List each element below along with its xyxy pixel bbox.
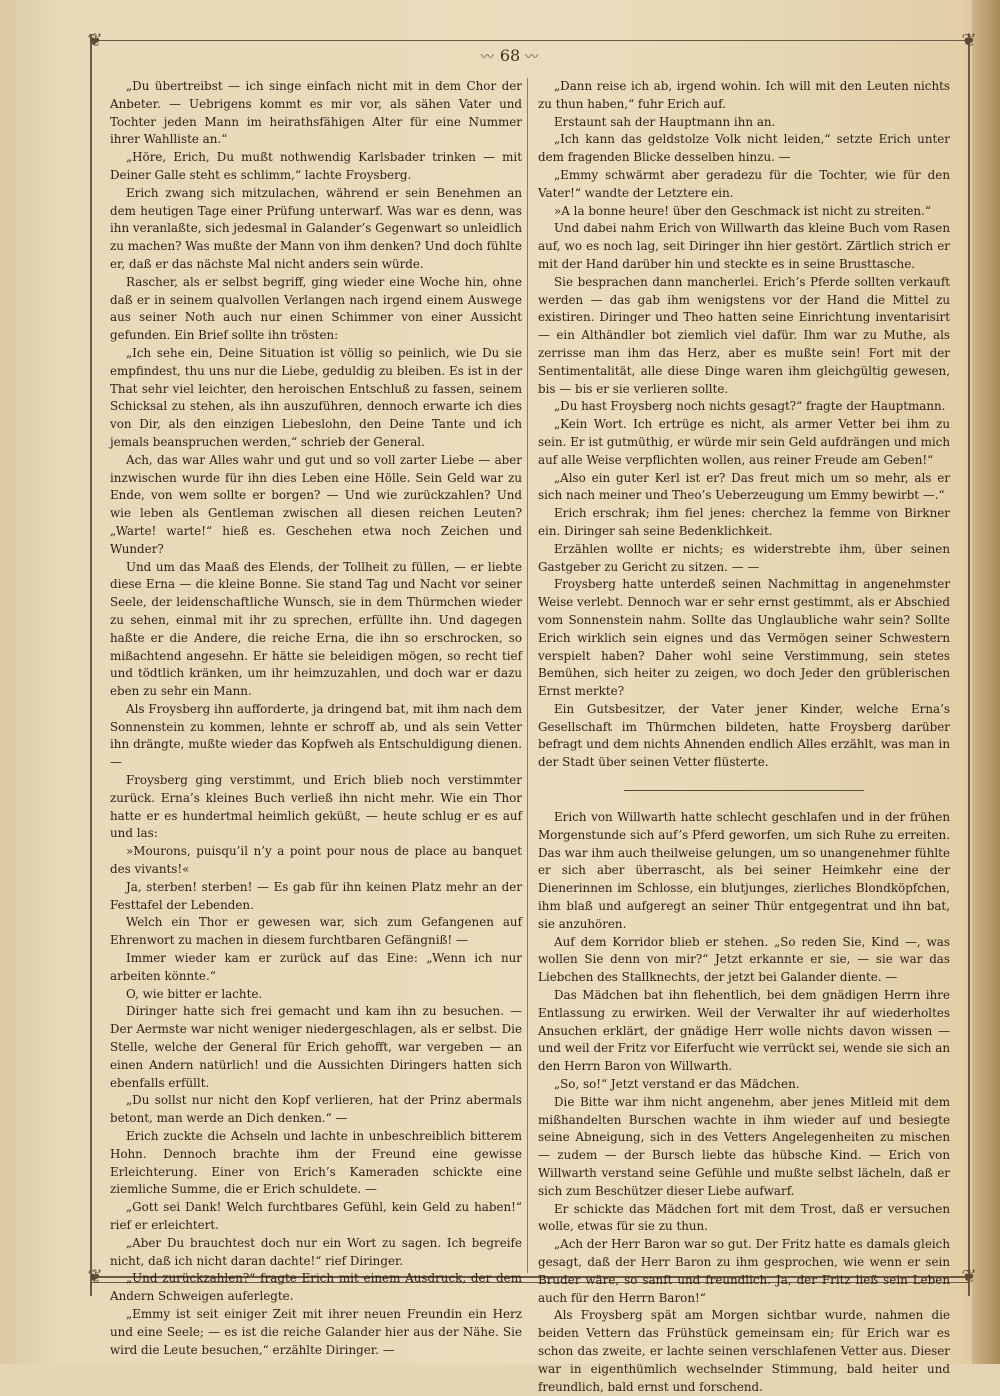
paragraph: „Und zurückzahlen?“ fragte Erich mit einem Ausdruck, der dem Andern Schweigen auferlegte. (110, 1271, 522, 1304)
column-divider (527, 78, 528, 1273)
paragraph: O, wie bitter er lachte. (126, 986, 263, 1001)
paragraph: Erich zuckte die Achseln und lachte in unbeschreiblich bitterem Hohn. Dennoch brachte ihm der Freund eine gewisse Erleichterung. Einer von Erich’s Kameraden schickte eine ziemliche Summe, die er Erich schuldete. — (110, 1129, 522, 1197)
header-ornament-right: 〰 (525, 50, 540, 65)
paragraph: „Kein Wort. Ich ertrüge es nicht, als armer Vetter bei ihm zu sein. Er ist gutmüthig, er würde mir sein Geld aufdrängen und mich auf alle Weise verpflichten wollen, aus reiner Freude am Geben!“ (538, 417, 950, 467)
paragraph: Die Bitte war ihm nicht angenehm, aber jenes Mitleid mit dem mißhandelten Burschen wachte in ihm wieder auf und besiegte seine Abneigung, sich in des Vetters Angelegenheiten zu mischen — zudem — der Bursch liebte das hübsche Kind. — Erich von Willwarth verstand seine Gefühle und mußte selbst lächeln, daß er sich zum Beschützer dieser Liebe aufwarf. (538, 1094, 950, 1198)
right-column-bottom-section (538, 809, 950, 1396)
paragraph: „Emmy ist seit einiger Zeit mit ihrer neuen Freundin ein Herz und eine Seele; — es ist die reiche Galander hier aus der Nähe. Sie wird die Leute besuchen,“ erzählte Diringer. — (110, 1306, 522, 1357)
book-spine (972, 0, 1000, 1364)
frame-right-rule (968, 34, 970, 1296)
section-separator (624, 790, 864, 791)
paragraph: „Höre, Erich, Du mußt nothwendig Karlsbader trinken — mit Deiner Galle steht es schlimm,“ lachte Froysberg. (110, 150, 522, 182)
frame-left-rule (90, 34, 92, 1296)
paragraph: Und um das Maaß des Elends, der Tollheit zu füllen, — er liebte diese Erna — die kleine Bonne. Sie stand Tag und Nacht vor seiner Seele, der leidenschaftliche Wunsch, sie in dem Thürmchen wieder zu sehen, einmal mit ihr zu sprechen, erfüllte ihn. Und dagegen haßte er die Andere, die reiche Erna, die ihn so erschrocken, so mißachtend angesehn. Er hätte sie beleidigen mögen, so recht tief und tödtlich kränken, um ihr heimzuzahlen, und doch war er dazu eben zu sehr ein Mann. (110, 559, 522, 699)
paragraph: Erzählen wollte er nichts; es widerstrebte ihm, über seinen Gastgeber zu Gericht zu sitzen. — — (538, 541, 950, 574)
paragraph: Diringer hatte sich frei gemacht und kam ihn zu besuchen. — Der Aermste war nicht weniger niedergeschlagen, als er selbst. Die Stelle, welche der General für Erich gehofft, war vergeben — an einen Andern natürlich! und die Aussichten Diringers hatten sich ebenfalls erfüllt. (110, 1004, 522, 1090)
paragraph: Ach, das war Alles wahr und gut und so voll zarter Liebe — aber inzwischen wurde für ihn dies Leben eine Hölle. Sein Geld war zu Ende, von wem sollte er borgen? — Und wie zurückzahlen? Und wie leben als Gentleman zwischen all diesen reichen Leuten? „Warte! warte!“ hieß es. Geschehen etwa noch Zeichen und Wunder? (110, 452, 522, 556)
paragraph: Rascher, als er selbst begriff, ging wieder eine Woche hin, ohne daß er in seinem qualvollen Verlangen nach irgend einem Auswege aus seiner Noth auch nur einen Schimmer von einer Aussicht gefunden. Ein Brief sollte ihn trösten: (110, 274, 522, 343)
paragraph: Als Froysberg spät am Morgen sichtbar wurde, nahmen die beiden Vettern das Frühstück gemeinsam ein; für Erich war es schon das zweite, er lachte seinen verschlafenen Vetter aus. Dieser war in eigenthümlich wechselnder Stimmung, bald heiter und freundlich, bald ernst und forschend. (538, 1308, 950, 1394)
paragraph: „Ich kann das geldstolze Volk nicht leiden,“ setzte Erich unter dem fragenden Blicke desselben hinzu. — (538, 132, 950, 165)
corner-ornament-icon: ❦ (87, 30, 103, 51)
right-column-top-section (538, 78, 950, 772)
frame-top-rule (92, 40, 972, 41)
corner-ornament-icon: ❦ (961, 1266, 977, 1287)
paragraph: Welch ein Thor er gewesen war, sich zum Gefangenen auf Ehrenwort zu machen in diesem furchtbaren Gefängniß! — (110, 915, 522, 948)
paragraph: Auf dem Korridor blieb er stehen. „So reden Sie, Kind —, was wollen Sie denn von mir?“ Jetzt erkannte er sie, — sie war das Liebchen des Stallknechts, der jetzt bei Galander diente. — (538, 934, 950, 985)
paragraph: Erich erschrak; ihm fiel jenes: cherchez la femme von Birkner ein. Diringer sah seine Bedenklichkeit. (538, 506, 950, 538)
paragraph: Erich zwang sich mitzulachen, während er sein Benehmen an dem heutigen Tage einer Prüfung unterwarf. Was war es denn, was ihn veranlaßte, sich jedesmal in Galander’s Gegenwart so unleidlich zu machen? Was mußte der Mann von ihm denken? Und doch fühlte er, daß er das nächste Mal nicht anders sein würde. (110, 185, 522, 271)
page-number: 68 (499, 46, 521, 65)
paragraph: „Gott sei Dank! Welch furchtbares Gefühl, kein Geld zu haben!“ rief er erleichtert. (110, 1200, 522, 1232)
paragraph: Ja, sterben! sterben! — Es gab für ihn keinen Platz mehr an der Festtafel der Lebenden. (110, 879, 522, 912)
left-column (110, 78, 522, 1357)
paragraph: „Emmy schwärmt aber geradezu für die Tochter, wie für den Vater!“ wandte der Letztere ein. (538, 167, 950, 200)
paragraph: Als Froysberg ihn aufforderte, ja dringend bat, mit ihm nach dem Sonnenstein zu kommen, lehnte er schroff ab, und als sein Vetter ihn drängte, mußte wieder das Kopfweh als Entschuldigung dienen. — (110, 701, 522, 770)
paragraph: Sie besprachen dann mancherlei. Erich’s Pferde sollten verkauft werden — das gab ihm wenigstens vor der Hand die Mittel zu existiren. Diringer und Theo hatten seine Einrichtung inventarisirt — ein Althändler bot ziemlich viel dafür. Ihm war zu Muthe, als zerrisse man ihm das Herz, aber es mußte sein! Fort mit der Sentimentalität, alle diese Dinge waren ihm gleichgültig gewesen, bis — bis er sie verlieren sollte. (538, 274, 950, 396)
paragraph: »A la bonne heure! über den Geschmack ist nicht zu streiten.“ (554, 203, 931, 218)
paragraph: „Du hast Froysberg noch nichts gesagt?“ fragte der Hauptmann. (554, 399, 946, 414)
corner-ornament-icon: ❦ (961, 30, 977, 51)
corner-ornament-icon: ❦ (87, 1266, 103, 1287)
right-column (538, 78, 950, 1394)
paragraph: „Ach der Herr Baron war so gut. Der Fritz hatte es damals gleich gesagt, daß der Herr Baron zu ihm gesprochen, wie wenn er sein Bruder wäre, so sanft und freundlich. Ja, der Fritz ließ sein Leben auch für den Herrn Baron!“ (538, 1237, 950, 1305)
header-ornament-left: 〰 (480, 50, 495, 65)
paragraph: „Ich sehe ein, Deine Situation ist völlig so peinlich, wie Du sie empfindest, thu uns nur die Liebe, geduldig zu bleiben. Es ist in der That sehr viel leichter, den heroischen Entschluß zu fassen, seinem Schicksal zu stehen, als ihn auszuführen, dennoch erwarte ich dies von Dir, als den einzigen Liebeslohn, den Deine Tante und ich jemals beanspruchen werden,“ schrieb der General. (110, 345, 522, 449)
paragraph: Froysberg ging verstimmt, und Erich blieb noch verstimmter zurück. Erna’s kleines Buch verließ ihn nicht mehr. Wie ein Thor hatte er es hundertmal heimlich geküßt, — heute schlug er es auf und las: (110, 773, 522, 841)
paragraph: Ein Gutsbesitzer, der Vater jener Kinder, welche Erna’s Gesellschaft im Thürmchen bildeten, hatte Froysberg darüber befragt und dem nichts Ahnenden endlich Alles erzählt, was man in der Stadt über seinen Vetter flüsterte. (538, 701, 950, 770)
paragraph: „So, so!“ Jetzt verstand er das Mädchen. (554, 1077, 800, 1092)
paragraph: „Du übertreibst — ich singe einfach nicht mit in dem Chor der Anbeter. — Uebrigens kommt es mir vor, als sähen Vater und Tochter jeden Mann im heirathsfähigen Alter für eine Nummer ihrer Wahlliste an.“ (110, 79, 522, 147)
paragraph: Das Mädchen bat ihn flehentlich, bei dem gnädigen Herrn ihre Entlassung zu erwirken. Weil der Verwalter ihr auf wiederholtes Ansuchen erklärt, der gnädige Herr wolle nichts davon wissen — und weil der Fritz vor Eiferfucht wie verrückt sei, wende sie sich an den Herrn Baron von Willwarth. (538, 988, 950, 1074)
paragraph: Immer wieder kam er zurück auf das Eine: „Wenn ich nur arbeiten könnte.“ (110, 951, 522, 983)
page-header (420, 46, 600, 70)
paragraph: Erich von Willwarth hatte schlecht geschlafen und in der frühen Morgenstunde sich auf’s Pferd geworfen, um sich Ruhe zu erreiten. Das war ihm auch theilweise gelungen, um so unangenehmer fühlte er sich aber überrascht, als bei seiner Heimkehr eine der Dienerinnen im Schlosse, ein blutjunges, zierliches Blondköpfchen, ihm blaß und aufgeregt an seiner Thür entgegentrat und ihn bat, sie anzuhören. (538, 810, 950, 931)
paragraph: »Mourons, puisqu’il n’y a point pour nous de place au banquet des vivants!« (110, 844, 522, 877)
paragraph: Und dabei nahm Erich von Willwarth das kleine Buch vom Rasen auf, wo es noch lag, seit Diringer ihn hier gestört. Zärtlich strich er mit der Hand darüber hin und steckte es in seine Brusttasche. (538, 221, 950, 271)
paragraph: „Aber Du brauchtest doch nur ein Wort zu sagen. Ich begreife nicht, daß ich nicht daran dachte!“ rief Diringer. (110, 1235, 522, 1268)
paragraph: „Du sollst nur nicht den Kopf verlieren, hat der Prinz abermals betont, man werde an Dich denken.“ — (110, 1093, 522, 1126)
paragraph: „Dann reise ich ab, irgend wohin. Ich will mit den Leuten nichts zu thun haben,“ fuhr Erich auf. (538, 79, 950, 111)
paragraph: Froysberg hatte unterdeß seinen Nachmittag in angenehmster Weise verlebt. Dennoch war er sehr ernst gestimmt, als er Abschied vom Sonnenstein nahm. Sollte das Unglaubliche wahr sein? Sollte Erich wirklich sein eignes und das Vermögen seiner Schwestern verspielt haben? Daher wohl seine Verstimmung, sein stetes Bemühen, sich heiter zu zeigen, wo doch Jeder den grüblerischen Ernst merkte? (538, 577, 950, 699)
paragraph: „Also ein guter Kerl ist er? Das freut mich um so mehr, als er sich nach meiner und Theo’s Ueberzeugung um Emmy bewirbt —.“ (538, 470, 950, 503)
paragraph: Er schickte das Mädchen fort mit dem Trost, daß er versuchen wolle, etwas für sie zu thun. (538, 1201, 950, 1234)
paragraph: Erstaunt sah der Hauptmann ihn an. (554, 114, 776, 129)
